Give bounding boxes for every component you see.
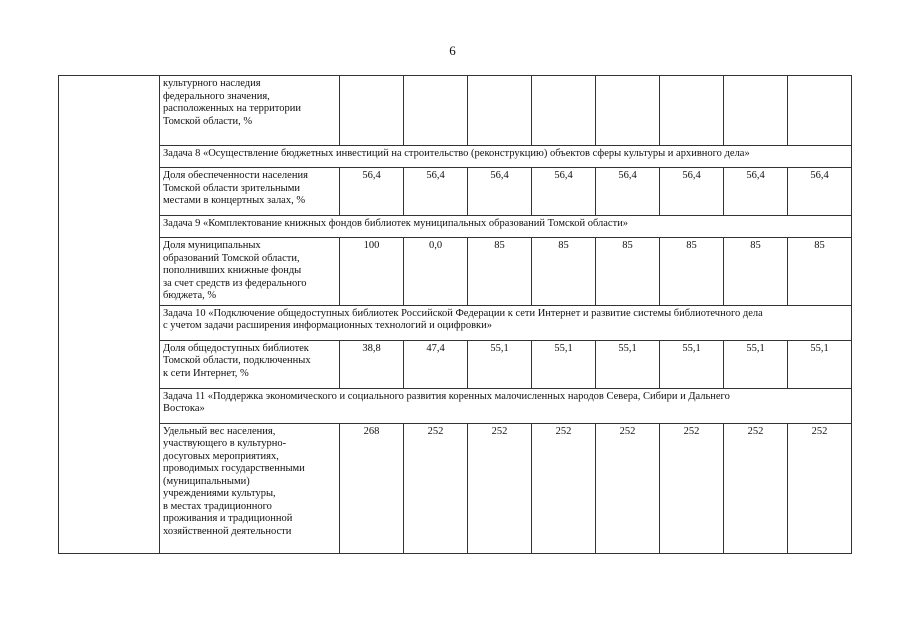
value-cell-text: 252 <box>491 425 508 437</box>
task-heading-text: Задача 8 «Осуществление бюджетных инвестиций на строительство (реконструкцию) объектов сферы культуры и архивного дела» <box>163 148 750 159</box>
value-cell <box>788 76 852 146</box>
table-row <box>59 340 852 388</box>
value-cell <box>788 423 852 553</box>
value-cell <box>340 423 404 553</box>
value-cell-text: 55,1 <box>554 342 573 354</box>
value-cell <box>468 340 532 388</box>
value-cell-text: 55,1 <box>618 342 637 354</box>
value-cell-text: 56,4 <box>810 170 829 181</box>
value-cell <box>404 238 468 306</box>
value-cell <box>340 168 404 216</box>
task-heading-text: Задача 10 «Подключение общедоступных библиотек Российской Федерации к сети Интернет и развитие системы библиотечного дела с учетом задачи расширения информационных технологий и оцифровки» <box>163 307 763 331</box>
value-cell-text: 85 <box>494 240 505 251</box>
value-cell <box>404 168 468 216</box>
value-cell-text: 0,0 <box>428 240 443 251</box>
value-cell <box>788 168 852 216</box>
blank-left-column <box>59 76 160 554</box>
indicator-cell <box>160 76 340 146</box>
value-cell <box>724 76 788 146</box>
value-cell <box>340 238 404 306</box>
value-cell <box>660 168 724 216</box>
value-cell <box>660 423 724 553</box>
value-cell <box>724 168 788 216</box>
value-cell <box>724 238 788 306</box>
value-cell <box>468 423 532 553</box>
value-cell-text: 252 <box>619 425 636 437</box>
value-cell-text: 56,4 <box>554 170 573 181</box>
value-cell <box>660 238 724 306</box>
task-row <box>59 305 852 340</box>
value-cell-text: 85 <box>686 240 697 251</box>
value-cell <box>788 340 852 388</box>
table-row <box>59 238 852 306</box>
value-cell-text: 85 <box>558 240 569 251</box>
value-cell <box>596 238 660 306</box>
value-cell-text: 252 <box>427 425 444 437</box>
value-cell-text: 268 <box>363 425 380 437</box>
value-cell-text: 55,1 <box>682 342 701 354</box>
task-heading-text: Задача 11 «Поддержка экономического и социального развития коренных малочисленных народов Севера, Сибири и Дальнего Востока» <box>163 390 730 414</box>
value-cell-text: 55,1 <box>490 342 509 354</box>
value-cell <box>468 76 532 146</box>
value-cell-text: 56,4 <box>618 170 637 181</box>
value-cell <box>340 340 404 388</box>
value-cell-text: 56,4 <box>362 170 381 181</box>
indicator-cell <box>160 168 340 216</box>
indicator-cell-text: Доля обеспеченности населения Томской области зрительными местами в концертных залах, % <box>163 170 308 206</box>
task-heading <box>160 388 852 423</box>
value-cell-text: 56,4 <box>682 170 701 181</box>
indicator-cell-text: Удельный вес населения, участвующего в культурно- досуговых мероприятиях, проводимых государственными (муниципальными) учреждениями культуры, в местах традиционного проживания и традиционной хозяйственной деятельности <box>163 425 305 537</box>
value-cell <box>404 76 468 146</box>
value-cell <box>596 76 660 146</box>
value-cell <box>340 76 404 146</box>
value-cell <box>724 423 788 553</box>
task-row <box>59 388 852 423</box>
value-cell-text: 85 <box>750 240 761 251</box>
value-cell-text: 252 <box>747 425 764 437</box>
value-cell-text: 85 <box>622 240 633 251</box>
value-cell <box>596 168 660 216</box>
value-cell <box>532 340 596 388</box>
task-row <box>59 146 852 168</box>
indicator-cell <box>160 238 340 306</box>
table-row <box>59 423 852 553</box>
value-cell <box>468 238 532 306</box>
task-heading <box>160 305 852 340</box>
value-cell-text: 252 <box>811 425 828 437</box>
task-row <box>59 216 852 238</box>
value-cell-text: 56,4 <box>746 170 765 181</box>
indicator-cell <box>160 423 340 553</box>
value-cell <box>660 340 724 388</box>
task-heading-text: Задача 9 «Комплектование книжных фондов библиотек муниципальных образований Томской области» <box>163 218 629 229</box>
value-cell <box>532 238 596 306</box>
task-heading <box>160 216 852 238</box>
table-row <box>59 168 852 216</box>
value-cell <box>404 423 468 553</box>
indicator-cell-text: Доля муниципальных образований Томской области, пополнивших книжные фонды за счет средств из федерального бюджета, % <box>163 240 307 301</box>
value-cell-text: 38,8 <box>362 342 381 354</box>
value-cell <box>532 76 596 146</box>
value-cell-text: 47,4 <box>426 342 445 354</box>
value-cell <box>532 168 596 216</box>
value-cell-text: 56,4 <box>490 170 509 181</box>
indicator-cell-text: культурного наследия федерального значения, расположенных на территории Томской области, % <box>163 78 301 127</box>
value-cell-text: 252 <box>555 425 572 437</box>
value-cell-text: 85 <box>814 240 825 251</box>
task-heading <box>160 146 852 168</box>
value-cell-text: 56,4 <box>426 170 445 181</box>
value-cell-text: 252 <box>683 425 700 437</box>
value-cell <box>788 238 852 306</box>
value-cell <box>532 423 596 553</box>
value-cell-text: 55,1 <box>810 342 829 354</box>
table-row <box>59 76 852 146</box>
value-cell-text: 55,1 <box>746 342 765 354</box>
table-body <box>59 76 852 554</box>
indicators-table <box>58 75 852 554</box>
value-cell <box>468 168 532 216</box>
value-cell <box>596 340 660 388</box>
value-cell <box>660 76 724 146</box>
page-number: 6 <box>449 43 456 58</box>
value-cell <box>404 340 468 388</box>
indicator-cell-text: Доля общедоступных библиотек Томской области, подключенных к сети Интернет, % <box>163 342 311 379</box>
value-cell <box>596 423 660 553</box>
value-cell-text: 100 <box>363 240 380 251</box>
indicator-cell <box>160 340 340 388</box>
value-cell <box>724 340 788 388</box>
